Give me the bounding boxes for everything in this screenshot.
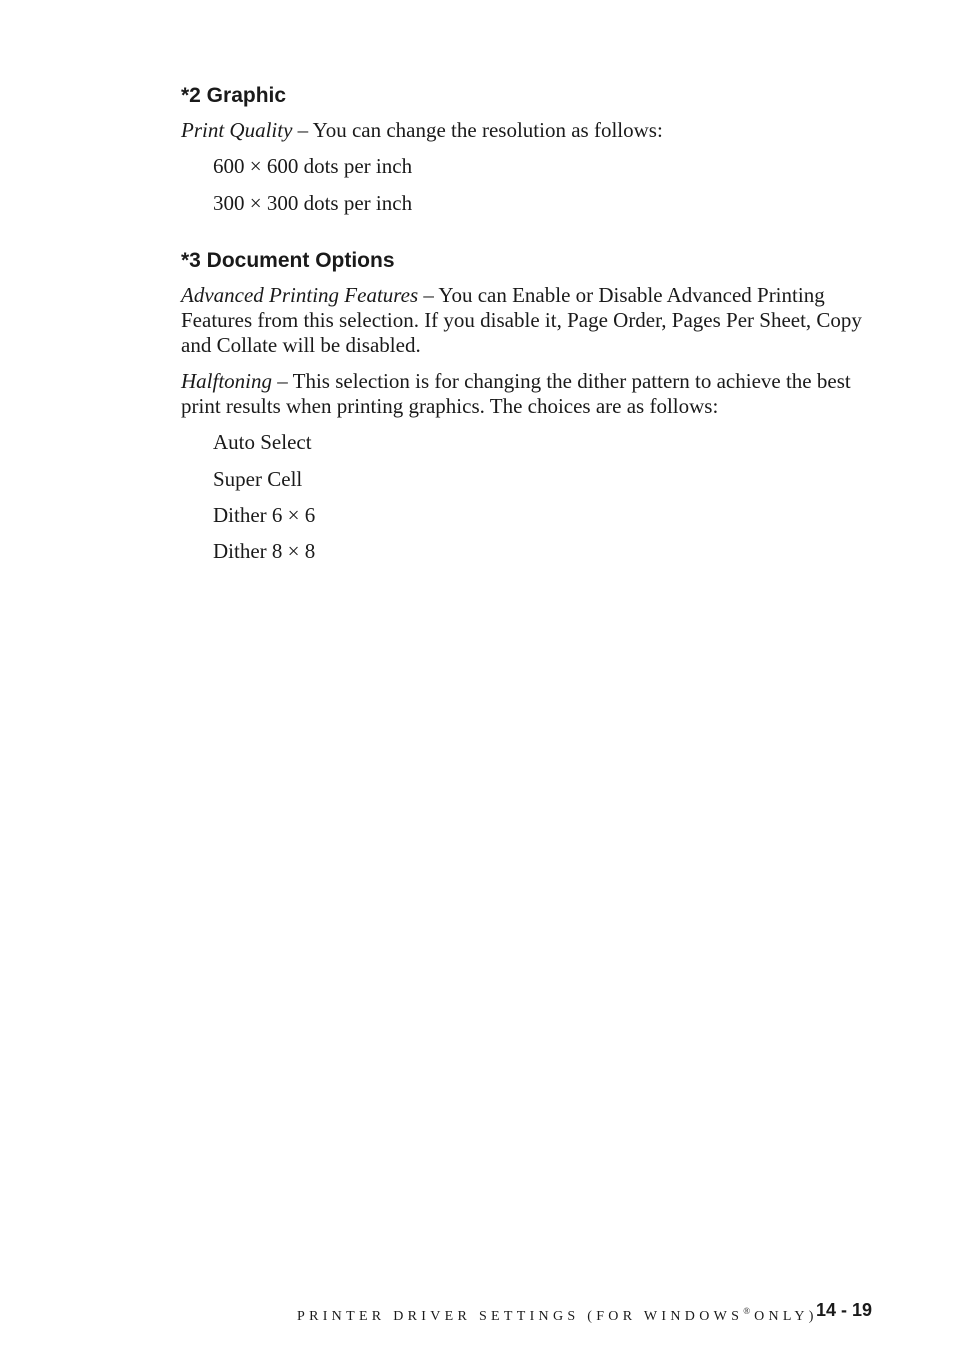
print-quality-term: Print Quality bbox=[181, 118, 293, 142]
section-heading-document-options: *3 Document Options bbox=[181, 249, 395, 272]
footer-title-before: PRINTER DRIVER SETTINGS (FOR WINDOWS bbox=[297, 1309, 744, 1324]
footer-chapter-title bbox=[297, 1301, 818, 1327]
resolution-item: 300 × 300 dots per inch bbox=[213, 191, 413, 215]
print-quality-text: – You can change the resolution as follows: bbox=[292, 118, 663, 142]
halftoning-text: – This selection is for changing the dither pattern to achieve the best print results when printing graphics. The choices are as follows: bbox=[181, 369, 851, 418]
footer-title-after: ONLY) bbox=[754, 1309, 818, 1324]
advanced-printing-text: – You can Enable or Disable Advanced Printing Features from this selection. If you disable it, Page Order, Pages Per Sheet, Copy and Collate will be disabled. bbox=[181, 283, 862, 357]
halftoning-choice: Dither 6 × 6 bbox=[213, 503, 316, 527]
advanced-printing-term: Advanced Printing Features bbox=[181, 283, 419, 307]
advanced-printing-paragraph bbox=[181, 283, 881, 358]
resolution-item: 600 × 600 dots per inch bbox=[213, 154, 413, 178]
halftoning-choice: Super Cell bbox=[213, 467, 303, 491]
halftoning-paragraph bbox=[181, 369, 881, 419]
halftoning-choice: Auto Select bbox=[213, 430, 312, 454]
halftoning-term: Halftoning bbox=[181, 369, 273, 393]
page-number: 14 - 19 bbox=[816, 1300, 873, 1320]
halftoning-choice: Dither 8 × 8 bbox=[213, 539, 316, 563]
section-heading-graphic: *2 Graphic bbox=[181, 84, 287, 107]
registered-mark: ® bbox=[743, 1306, 751, 1316]
print-quality-paragraph bbox=[181, 118, 881, 143]
